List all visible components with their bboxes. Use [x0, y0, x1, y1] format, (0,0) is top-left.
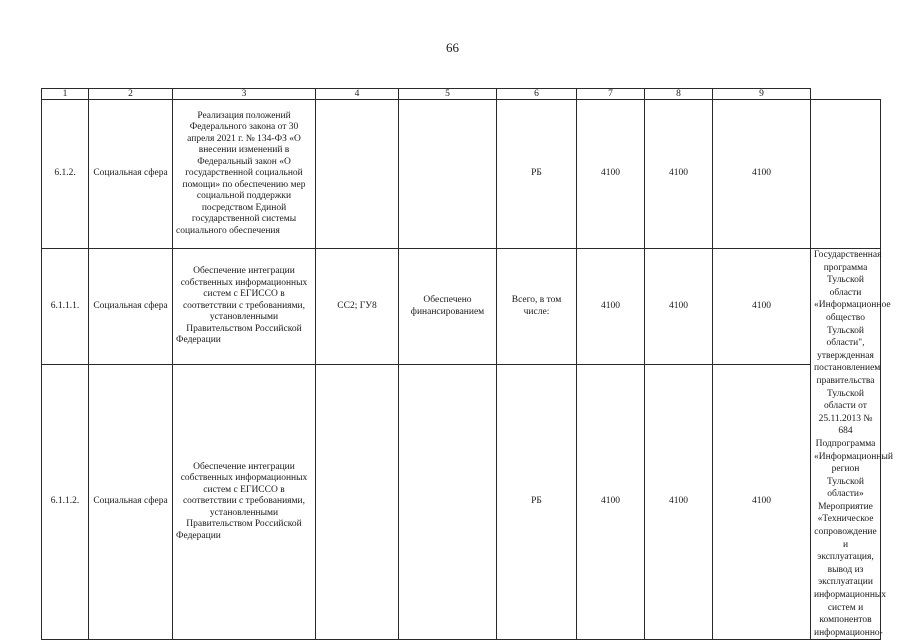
funding-source-cell: РБ — [497, 365, 577, 640]
column-header: 1 — [42, 89, 89, 100]
amount-cell: 4100 — [577, 100, 645, 249]
table-row — [42, 249, 881, 365]
status-cell — [399, 100, 497, 249]
amount-cell: 4100 — [713, 100, 811, 249]
amount-cell: 4100 — [645, 100, 713, 249]
status-cell: Обеспечено финансированием — [399, 249, 497, 365]
amount-cell: 4100 — [577, 365, 645, 640]
column-header: 6 — [497, 89, 577, 100]
measures-table — [41, 88, 893, 640]
funding-source-cell: Всего, в том числе: — [497, 249, 577, 365]
indicator-cell — [316, 365, 399, 640]
sphere-cell: Социальная сфера — [89, 100, 173, 249]
column-header: 7 — [577, 89, 645, 100]
program-cell — [811, 100, 881, 249]
column-header: 5 — [399, 89, 497, 100]
column-header: 2 — [89, 89, 173, 100]
indicator-cell — [316, 100, 399, 249]
program-cell: Государственная программа Тульской области «Информационное общество Тульской области", утвержденная постановлением правительства Тульской области от 25.11.2013 № 684 Подпрограмма «Информационный регион Тульской области» Мероприятие «Техническое сопровождение и эксплуатация, вывод из эксплуатации информационных систем и компонентов информационно- — [811, 249, 881, 640]
column-number-row — [42, 89, 881, 100]
table-row — [42, 100, 881, 249]
row-number: 6.1.2. — [42, 100, 89, 249]
column-header: 3 — [173, 89, 316, 100]
funding-source-cell: РБ — [497, 100, 577, 249]
column-header: 9 — [713, 89, 811, 100]
sphere-cell: Социальная сфера — [89, 365, 173, 640]
amount-cell: 4100 — [645, 249, 713, 365]
description-cell: Реализация положений Федерального закона от 30 апреля 2021 г. № 134-ФЗ «О внесении изменений в Федеральный закон «О государственной социальной помощи» по обеспечению мер социальной поддержки посредством Единой государственной системы социального обеспечения — [173, 100, 316, 249]
amount-cell: 4100 — [645, 365, 713, 640]
description-cell: Обеспечение интеграции собственных информационных систем с ЕГИССО в соответствии с требованиями, установленными Правительством Российской Федерации — [173, 365, 316, 640]
amount-cell: 4100 — [577, 249, 645, 365]
page-number: 66 — [446, 40, 459, 55]
status-cell — [399, 365, 497, 640]
amount-cell: 4100 — [713, 365, 811, 640]
column-header: 8 — [645, 89, 713, 100]
description-cell: Обеспечение интеграции собственных информационных систем с ЕГИССО в соответствии с требованиями, установленными Правительством Российской Федерации — [173, 249, 316, 365]
column-header: 4 — [316, 89, 399, 100]
row-number: 6.1.1.2. — [42, 365, 89, 640]
sphere-cell: Социальная сфера — [89, 249, 173, 365]
amount-cell: 4100 — [713, 249, 811, 365]
indicator-cell: СС2; ГУ8 — [316, 249, 399, 365]
row-number: 6.1.1.1. — [42, 249, 89, 365]
table-row — [42, 365, 881, 640]
